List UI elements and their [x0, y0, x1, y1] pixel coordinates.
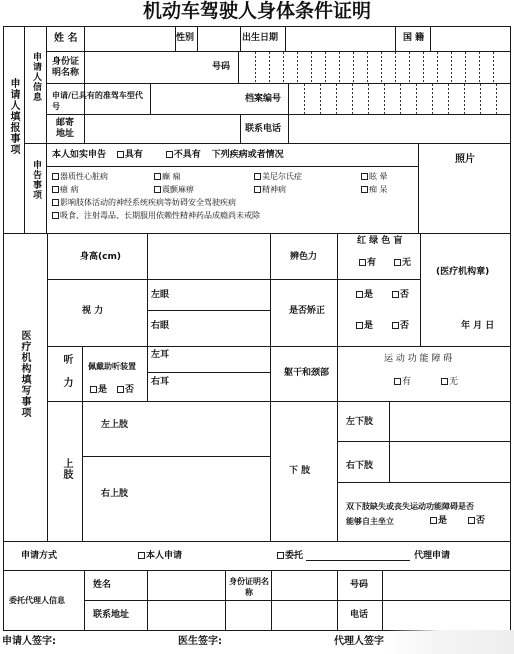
agent-info-label: 委托代理人信息 — [9, 596, 65, 605]
disease-option[interactable]: 癫 痫 — [154, 173, 181, 181]
photo-label: 照片 — [455, 154, 475, 165]
checkbox-icon[interactable] — [392, 291, 399, 298]
color-label: 辨色力 — [290, 252, 318, 262]
address-label: 邮寄地址 — [56, 118, 75, 139]
trunk-label: 躯干和颈部 — [284, 368, 330, 378]
hearing-label: 听 力 — [61, 354, 72, 388]
vehicle-type-label: 申请/已具有的准驾车型代号 — [52, 91, 143, 111]
disease-option[interactable]: 美尼尔氏症 — [254, 173, 302, 181]
disease-option[interactable]: 痴 呆 — [361, 186, 388, 194]
left-upper-label: 左上肢 — [101, 420, 129, 430]
checkbox-icon[interactable] — [392, 322, 399, 329]
checkbox-icon[interactable] — [52, 186, 59, 193]
doctor-signature-label: 医生签字: — [178, 636, 222, 647]
checkbox-icon[interactable] — [154, 186, 161, 193]
color-blind-no[interactable]: 无 — [394, 259, 411, 268]
lower-limb-label: 下 肢 — [289, 466, 311, 476]
id-doc-label: 身份证明名称 — [52, 57, 80, 78]
left-corrected-yes[interactable]: 是 — [356, 291, 373, 300]
right-lower-label: 右下肢 — [346, 461, 374, 471]
agent-number-label: 号码 — [350, 580, 369, 590]
declare-yes-option[interactable]: 具有 — [117, 150, 143, 160]
right-corrected-yes[interactable]: 是 — [356, 322, 373, 331]
checkbox-icon[interactable] — [356, 322, 363, 329]
checkbox-icon[interactable] — [52, 199, 59, 206]
checkbox-icon[interactable] — [254, 186, 261, 193]
corrected-label: 是否矫正 — [289, 306, 326, 316]
disease-option[interactable]: 癔 病 — [52, 186, 79, 194]
left-ear-label: 左耳 — [151, 350, 170, 360]
phone-label: 联系电话 — [245, 124, 282, 134]
name-label: 姓 名 — [54, 33, 78, 44]
agent-phone-label: 电话 — [350, 610, 369, 620]
checkbox-icon[interactable] — [468, 517, 475, 524]
disease-option[interactable]: 眩 晕 — [361, 173, 388, 181]
right-ear-label: 右耳 — [151, 377, 170, 387]
motor-no[interactable]: 无 — [441, 378, 458, 387]
apply-method-label: 申请方式 — [21, 551, 58, 561]
page-title: 机动车驾驶人身体条件证明 — [142, 0, 371, 22]
disease-option[interactable]: 震颤麻痹 — [154, 186, 194, 194]
color-blind-label: 红 绿 色 盲 — [357, 236, 403, 246]
disease-option[interactable]: 吸食、注射毒品、长期服用依赖性精神药品成瘾尚未戒除 — [52, 212, 260, 220]
declaration-label: 申告事项 — [31, 160, 41, 200]
checkbox-icon[interactable] — [254, 173, 261, 180]
birth-label: 出生日期 — [242, 33, 279, 43]
checkbox-icon[interactable] — [361, 186, 368, 193]
applicant-section-label: 申请人填报事项 — [8, 78, 19, 155]
checkbox-icon[interactable] — [52, 212, 59, 219]
checkbox-icon[interactable] — [356, 291, 363, 298]
applicant-signature-label: 申请人签字: — [2, 636, 56, 647]
nationality-label: 国 籍 — [403, 33, 425, 43]
watermark-overlay — [388, 630, 514, 654]
upper-limb-label: 上肢 — [61, 458, 72, 480]
motor-label: 运 动 功 能 障 碍 — [384, 354, 453, 364]
agent-signature-label: 代理人签字 — [334, 636, 384, 647]
both-lower-no[interactable]: 否 — [468, 517, 485, 526]
file-no-label: 档案编号 — [245, 94, 282, 104]
applicant-info-label: 申请人信息 — [31, 52, 41, 102]
color-blind-yes[interactable]: 有 — [359, 259, 376, 268]
seal-label: (医疗机构章) — [436, 267, 490, 277]
hearing-aid-yes[interactable]: 是 — [90, 386, 107, 395]
both-lower-label-2: 能够自主坐立 — [346, 517, 394, 526]
checkbox-icon[interactable] — [117, 151, 124, 158]
disease-option[interactable]: 精神病 — [254, 186, 286, 194]
right-upper-label: 右上肢 — [101, 489, 129, 499]
checkbox-icon[interactable] — [394, 378, 401, 385]
entrust-option[interactable]: 委托 — [277, 552, 303, 561]
right-eye-label: 右眼 — [151, 321, 170, 331]
disease-option[interactable]: 器质性心脏病 — [52, 172, 108, 181]
vision-label: 视 力 — [82, 306, 104, 316]
checkbox-icon[interactable] — [430, 517, 437, 524]
checkbox-icon[interactable] — [52, 173, 59, 180]
agent-address-label: 联系地址 — [93, 610, 130, 620]
checkbox-icon[interactable] — [359, 259, 366, 266]
disease-option[interactable]: 影响肢体活动的神经系统疾病等妨碍安全驾驶疾病 — [52, 199, 236, 207]
motor-yes[interactable]: 有 — [394, 378, 411, 387]
id-no-label: 号码 — [212, 62, 231, 72]
checkbox-icon[interactable] — [90, 386, 97, 393]
declare-no-option[interactable]: 不具有 — [166, 150, 201, 160]
right-corrected-no[interactable]: 否 — [392, 322, 409, 331]
agent-name-label: 姓名 — [93, 580, 112, 590]
left-eye-label: 左眼 — [151, 290, 170, 300]
declare-tail: 下列疾病或者情况 — [211, 150, 284, 160]
medical-section-label: 医疗机构填写事项 — [19, 330, 30, 418]
checkbox-icon[interactable] — [138, 552, 145, 559]
left-lower-label: 左下肢 — [346, 417, 374, 427]
both-lower-yes[interactable]: 是 — [430, 517, 447, 526]
agent-apply-label: 代理申请 — [414, 551, 451, 561]
disease-row-1 — [52, 173, 108, 181]
left-corrected-no[interactable]: 否 — [392, 291, 409, 300]
self-apply-option[interactable]: 本人申请 — [138, 552, 182, 561]
hearing-aid-no[interactable]: 否 — [117, 386, 134, 395]
height-label: 身高(cm) — [80, 252, 121, 262]
checkbox-icon[interactable] — [277, 552, 284, 559]
agent-id-doc-label: 身份证明名称 — [229, 577, 269, 597]
checkbox-icon[interactable] — [154, 173, 161, 180]
checkbox-icon[interactable] — [441, 378, 448, 385]
checkbox-icon[interactable] — [361, 173, 368, 180]
hearing-aid-label: 佩戴助听装置 — [88, 362, 136, 371]
both-lower-label-1: 双下肢缺失或丧失运动功能障碍是否 — [346, 502, 474, 511]
gender-label: 性别 — [176, 33, 195, 43]
date-label: 年 月 日 — [461, 321, 495, 331]
declare-intro: 本人如实申告 — [52, 150, 107, 160]
checkbox-icon[interactable] — [117, 386, 124, 393]
checkbox-icon[interactable] — [394, 259, 401, 266]
checkbox-icon[interactable] — [166, 151, 173, 158]
declaration-line — [52, 151, 284, 160]
